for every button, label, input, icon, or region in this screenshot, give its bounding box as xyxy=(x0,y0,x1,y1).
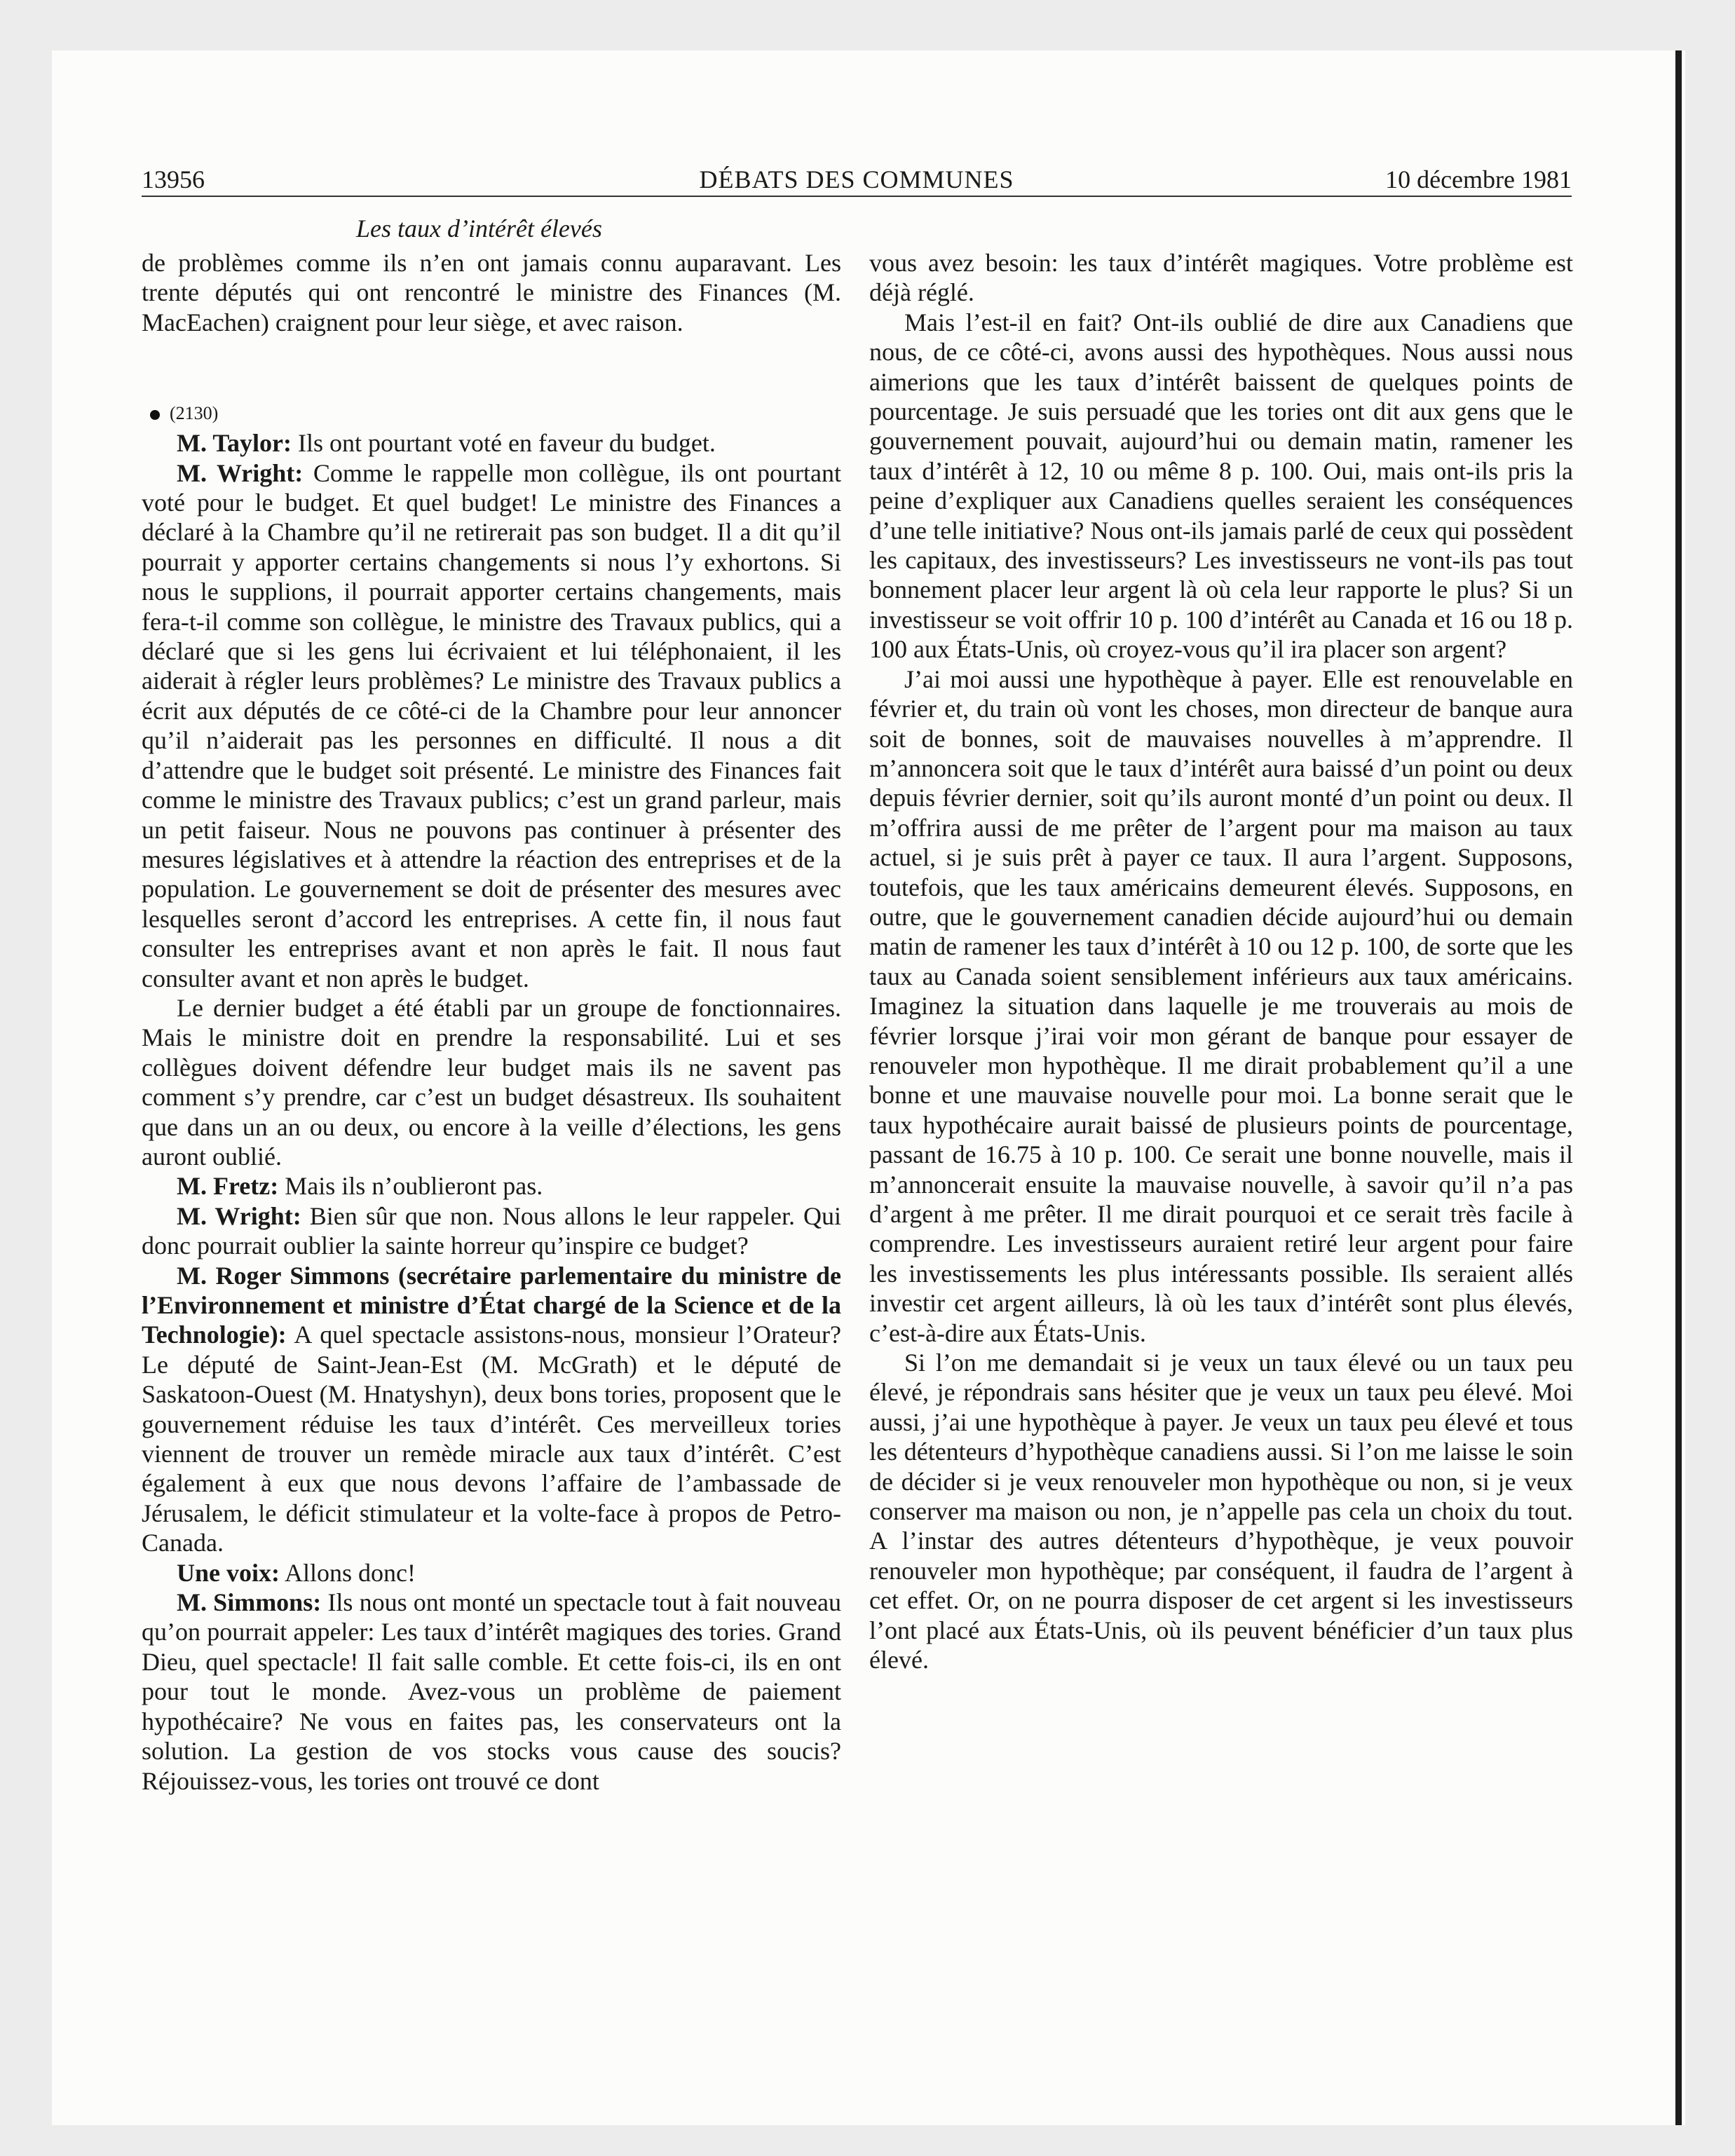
speech-text: Ils nous ont monté un spectacle tout à fait nouveau qu’on pourrait appeler: Les taux d’intérêt magiques des tories. Grand Dieu, quel spectacle! Il fait salle comble. Et cette fois-ci, ils en ont pour tout le monde. Avez-vous un problème de paiement hypothécaire? Ne vous en faites pas, les conservateurs ont la solution. La gestion de vos stocks vous cause des soucis? Réjouissez-vous, les tories ont trouvé ce dont xyxy=(142,1588,842,1795)
time-marker-text: (2130) xyxy=(170,403,219,424)
speech-text: Comme le rappelle mon collègue, ils ont pourtant voté pour le budget. Et quel budget! Le ministre des Finances a déclaré à la Chambre qu’il ne retirerait pas son budget. Il a dit qu’il pourrait y apporter certains changements si nous l’y exhortons. Si nous le supplions, il pourrait apporter certains changements, mais fera-t-il comme son collègue, le ministre des Travaux publics, qui a déclaré que si les gens lui écrivaient et lui téléphonaient, il les aiderait à régler leurs problèmes? Le ministre des Travaux publics a écrit aux députés de ce côté-ci de la Chambre pour leur annoncer qu’il n’aiderait pas les personnes en difficulté. Il nous a dit d’attendre que le budget soit présenté. Le ministre des Finances fait comme le ministre des Travaux publics; c’est un grand parleur, mais un petit faiseur. Nous ne pouvons pas continuer à présenter des mesures législatives et à attendre la réaction des entreprises et de la population. Le gouvernement se doit de présenter des mesures avec lesquelles seront d’accord les entreprises. A cette fin, il nous faut consulter les entreprises avant et non après le fait. Il nous faut consulter avant et non après le budget. xyxy=(142,458,842,992)
speech-text: Allons donc! xyxy=(280,1558,416,1587)
speech-wright xyxy=(142,458,841,993)
speaker-name: M. Taylor: xyxy=(177,429,292,458)
speaker-name: M. Roger Simmons (secrétaire parlementaire du ministre de l’Environnement et ministre d’État chargé de la Science et de la Technologie): xyxy=(142,1261,841,1349)
speech-fretz xyxy=(142,1171,841,1201)
issue-date: 10 décembre 1981 xyxy=(1385,165,1572,193)
speech-simmons xyxy=(142,1261,841,1558)
left-column xyxy=(142,248,841,1796)
speech-text: Ils ont pourtant voté en faveur du budget. xyxy=(292,429,716,458)
speech-taylor xyxy=(142,428,841,458)
speaker-name: M. Simmons: xyxy=(177,1588,322,1617)
speech-simmons xyxy=(142,1588,841,1796)
paragraph: Si l’on me demandait si je veux un taux élevé ou un taux peu élevé, je répondrais sans hésiter que je veux un taux peu élevé. Moi aussi, j’ai une hypothèque à payer. Je veux un taux peu élevé et tous les détenteurs d’hypothèque canadiens aussi. Si l’on me laisse le soin de décider si je veux renouveler mon hypothèque ou non, si je veux conserver ma maison ou non, je n’appelle pas cela un choix du tout. A l’instar des autres détenteurs d’hypothèque, je veux pouvoir renouveler mon hypothèque; par conséquent, il faudra de l’argent à cet effet. Or, on ne pourra disposer de cet argent si les investisseurs l’ont placé aux États-Unis, où ils peuvent bénéficier d’un taux plus élevé. xyxy=(869,1349,1573,1674)
page-edge-shadow xyxy=(1675,50,1682,2125)
time-marker xyxy=(142,399,841,428)
speech-wright xyxy=(142,1201,841,1261)
speech-text: Bien sûr que non. Nous allons le leur rappeler. Qui donc pourrait oublier la sainte horreur qu’inspire ce budget? xyxy=(142,1201,841,1260)
paragraph: Le dernier budget a été établi par un groupe de fonctionnaires. Mais le ministre doit en prendre la responsabilité. Lui et ses collègues doivent défendre leur budget mais ils ne savent pas comment s’y prendre, car c’est un budget désastreux. Ils souhaitent que dans un an ou deux, ou encore à la veille d’élections, les gens auront oublié. xyxy=(142,993,841,1171)
publication-title: DÉBATS DES COMMUNES xyxy=(699,165,1014,193)
paragraph: Mais l’est-il en fait? Ont-ils oublié de dire aux Canadiens que nous, de ce côté-ci, avons aussi des hypothèques. Nous aussi nous aimerions que les taux d’intérêt baissent de quelques points de pourcentage. Je suis persuadé que les tories ont dit aux gens que le gouvernement pouvait, aujourd’hui ou demain matin, ramener les taux d’intérêt à 12, 10 ou même 8 p. 100. Oui, mais ont-ils pris la peine d’expliquer aux Canadiens quelles seraient les conséquences d’une telle initiative? Nous ont-ils jamais parlé de ceux qui possèdent les capitaux, des investisseurs? Les investisseurs ne vont-ils pas tout bonnement placer leur argent là où cela leur rapporte le plus? Si un investisseur se voit offrir 10 p. 100 d’intérêt au Canada et 16 ou 18 p. 100 aux États-Unis, où croyez-vous qu’il ira placer son argent? xyxy=(869,308,1573,664)
speech-voice xyxy=(142,1558,841,1588)
speaker-name: M. Wright: xyxy=(177,1201,301,1230)
speech-text: Mais ils n’oublieront pas. xyxy=(278,1172,543,1201)
page-number: 13956 xyxy=(142,165,205,193)
speaker-name: M. Fretz: xyxy=(177,1172,279,1201)
header-rule xyxy=(142,196,1572,197)
debate-subject: Les taux d’intérêt élevés xyxy=(356,214,602,243)
page-header xyxy=(142,165,1572,193)
paragraph: J’ai moi aussi une hypothèque à payer. Elle est renouvelable en février et, du train où vont les choses, mon directeur de banque aura soit de bonnes, soit de mauvaises nouvelles à m’apprendre. Il m’annoncera soit que le taux d’intérêt aura baissé d’un point ou deux depuis février dernier, soit qu’ils auront monté d’un point ou deux. Il m’offrira aussi de me prêter de l’argent pour ma maison au taux actuel, si je suis prêt à payer ce taux. Il aura l’argent. Supposons, toutefois, que les taux américains demeurent élevés. Supposons, en outre, que le gouvernement canadien décide aujourd’hui ou demain matin de ramener les taux d’intérêt à 10 ou 12 p. 100, de sorte que les taux au Canada soient sensiblement inférieurs aux taux américains. Imaginez la situation dans laquelle je me trouverais au mois de février lorsque j’irai voir mon gérant de banque pour essayer de renouveler mon hypothèque. Il me dirait probablement qu’il a une bonne et une mauvaise nouvelle pour moi. La bonne serait que le taux hypothécaire aurait baissé de plusieurs points de pourcentage, passant de 16.75 à 10 p. 100. Ce serait une bonne nouvelle, mais il m’annoncerait ensuite la mauvaise nouvelle, à savoir qu’il n’a pas d’argent à me prêter. Il me dirait pourquoi et ce serait très facile à comprendre. Les investisseurs auraient retiré leur argent pour faire les investissements les plus intéressants possible. Ils seraient allés investir cet argent ailleurs, là où les taux d’intérêt sont plus élevés, c’est-à-dire aux États-Unis. xyxy=(869,664,1573,1347)
speech-text: A quel spectacle assistons-nous, monsieur l’Orateur? Le député de Saint-Jean-Est (M. McGrath) et le député de Saskatoon-Ouest (M. Hnatyshyn), deux bons tories, proposent que le gouvernement réduise les taux d’intérêt. Ces merveilleux tories viennent de trouver un remède miracle aux taux d’intérêt. C’est également à eux que nous devons l’affaire de l’ambassade de Jérusalem, le déficit stimulateur et la volte-face à propos de Petro-Canada. xyxy=(142,1321,841,1557)
speaker-name: Une voix: xyxy=(177,1558,280,1587)
paragraph: de problèmes comme ils n’en ont jamais connu auparavant. Les trente députés qui ont rencontré le ministre des Finances (M. MacEachen) craignent pour leur siège, et avec raison. xyxy=(142,249,841,336)
speaker-name: M. Wright: xyxy=(177,458,304,487)
paragraph: vous avez besoin: les taux d’intérêt magiques. Votre problème est déjà réglé. xyxy=(869,249,1573,307)
right-column xyxy=(869,248,1573,1675)
bullet-icon xyxy=(150,410,160,420)
